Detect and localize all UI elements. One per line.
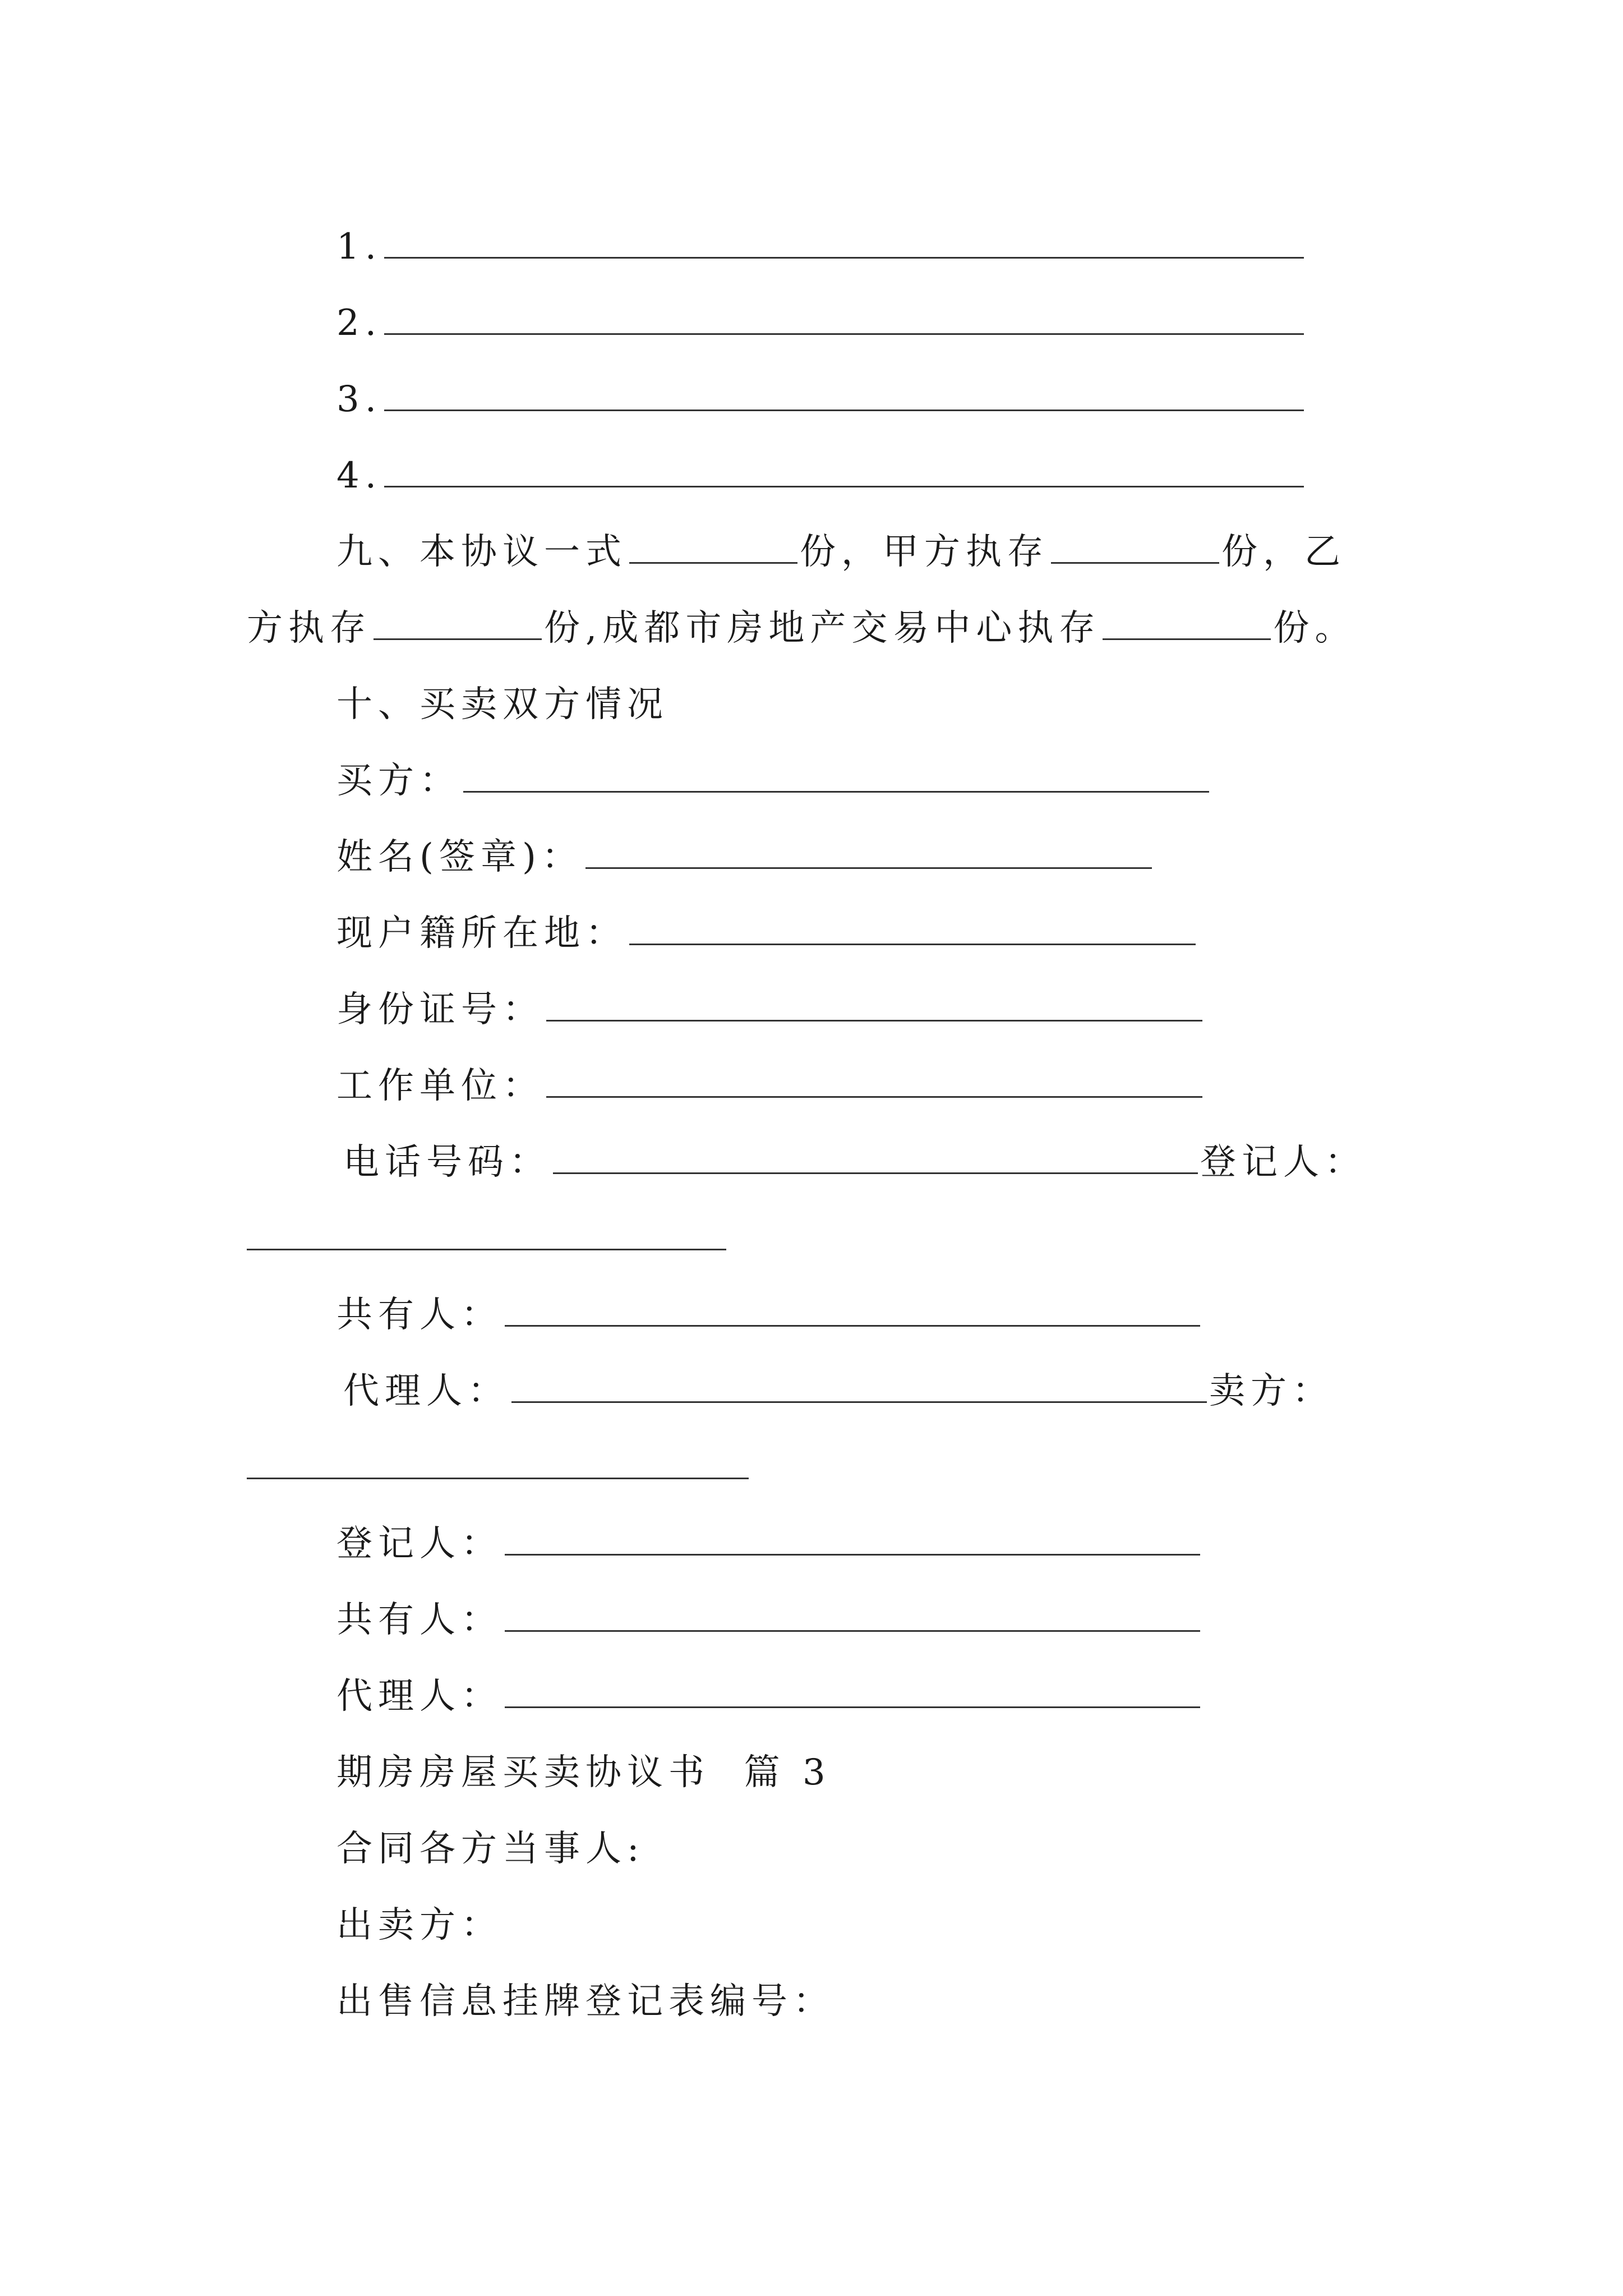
clause9-text: 份，甲方执存: [800, 531, 1049, 573]
residence-label: 现户籍所在地：: [336, 913, 627, 954]
id-blank[interactable]: [546, 992, 1202, 1022]
registrant-label: 登记人：: [336, 1523, 502, 1565]
phone-label: 电话号码：: [343, 1142, 551, 1183]
buyer-label: 买方：: [336, 760, 461, 802]
copies-total-blank[interactable]: [629, 534, 797, 564]
buyer-id-row: [336, 987, 1205, 1032]
co-owner-label: 共有人：: [336, 1294, 502, 1336]
section3-title: 期房房屋买卖协议书 篇 3: [336, 1752, 831, 1793]
fill-blank[interactable]: [384, 229, 1304, 259]
item-number: 2.: [336, 302, 382, 344]
seller-label: 卖方：: [1209, 1370, 1334, 1412]
item-number: 3.: [336, 379, 382, 420]
item-number: 1.: [336, 226, 382, 268]
residence-blank[interactable]: [629, 915, 1196, 945]
numbered-line-4: [336, 453, 1306, 498]
registrant-blank[interactable]: [247, 1249, 726, 1250]
agent-blank[interactable]: [511, 1373, 1207, 1403]
agent-blank[interactable]: [505, 1678, 1200, 1708]
agent-label: 代理人：: [336, 1676, 502, 1717]
clause9-text: 方执存: [247, 608, 371, 649]
work-label: 工作单位：: [336, 1065, 544, 1107]
clause10-title: 十、买卖双方情况: [336, 684, 668, 725]
name-blank[interactable]: [585, 839, 1152, 869]
registrant-label: 登记人：: [1200, 1142, 1366, 1183]
phone-blank[interactable]: [553, 1144, 1198, 1174]
copies-center-blank[interactable]: [1103, 610, 1271, 640]
clause9-text: 九、本协议一式: [336, 531, 627, 573]
copies-party-a-blank[interactable]: [1051, 534, 1219, 564]
clause9-text: 份。: [1273, 608, 1357, 649]
clause9-text: 份,成都市房地产交易中心执存: [544, 608, 1101, 649]
work-blank[interactable]: [546, 1068, 1202, 1098]
co-owner-label: 共有人：: [336, 1599, 502, 1641]
numbered-line-1: [336, 224, 1306, 269]
name-label: 姓名(签章)：: [336, 836, 583, 878]
copies-party-b-blank[interactable]: [374, 610, 542, 640]
clause9-line1: [336, 530, 1346, 574]
buyer-co-owner-row: [336, 1292, 1202, 1337]
buyer-work-row: [336, 1064, 1205, 1108]
registrant-blank[interactable]: [505, 1526, 1200, 1556]
numbered-line-3: [336, 377, 1306, 422]
parties-label: 合同各方当事人:: [336, 1828, 645, 1870]
seller-co-owner-row: [336, 1598, 1202, 1642]
seller-blank[interactable]: [247, 1478, 749, 1479]
buyer-blank[interactable]: [463, 763, 1209, 793]
seller-registrant-row: [336, 1521, 1202, 1566]
item-number: 4.: [336, 455, 382, 496]
fill-blank[interactable]: [384, 305, 1304, 335]
buyer-agent-row: [343, 1369, 1334, 1414]
clause9-text: 份，乙: [1221, 531, 1346, 573]
seller-agent-row: [336, 1674, 1202, 1719]
co-owner-blank[interactable]: [505, 1602, 1200, 1632]
agent-label: 代理人：: [343, 1370, 509, 1412]
clause9-line2: [247, 606, 1356, 651]
co-owner-blank[interactable]: [505, 1297, 1200, 1327]
id-label: 身份证号：: [336, 989, 544, 1030]
fill-blank[interactable]: [384, 458, 1304, 487]
buyer-name-row: [336, 835, 1154, 880]
buyer-phone-row: [343, 1140, 1366, 1185]
buyer-residence-row: [336, 911, 1198, 956]
buyer-row: [336, 758, 1211, 803]
listing-number-label: 出售信息挂牌登记表编号：: [336, 1981, 834, 2022]
seller-party-label: 出卖方：: [336, 1904, 502, 1946]
numbered-line-2: [336, 301, 1306, 346]
fill-blank[interactable]: [384, 381, 1304, 411]
